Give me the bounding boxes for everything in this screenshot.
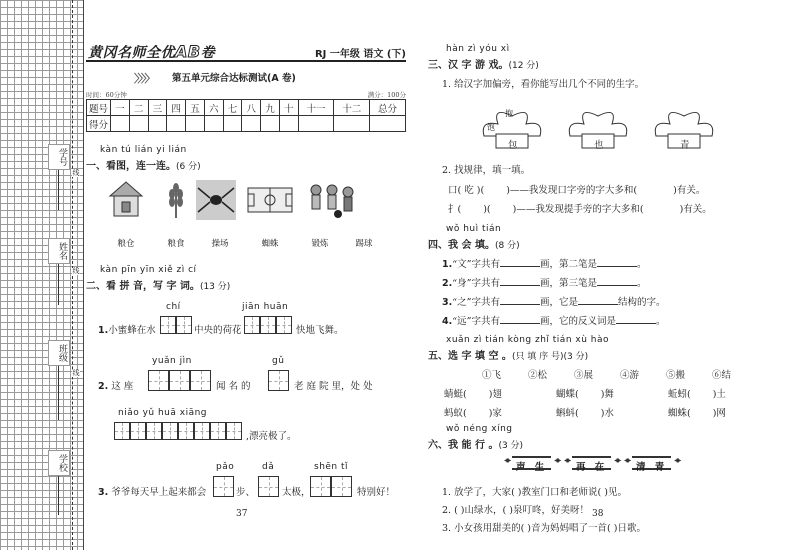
q3-text-3: 太极，: [282, 487, 311, 498]
sec3-q2: 2. 找规律，填一填。: [442, 165, 531, 176]
caption-exercise: 锻炼: [311, 239, 329, 249]
score-cell[interactable]: [261, 116, 280, 132]
caption-grain: 粮食: [167, 239, 185, 249]
q3-text-1: 3. 爷爷每天早上起来都会: [98, 487, 207, 498]
q3-pinyin-1: pǎo: [216, 462, 235, 472]
page-number-left: 37: [236, 509, 248, 519]
q2b-text: ,漂亮极了。: [246, 431, 297, 442]
q2-text-3: 老 庭 院 里，处 处: [294, 381, 373, 392]
writing-box[interactable]: [178, 422, 194, 440]
col-header: 三: [148, 100, 167, 116]
option: ④游: [620, 370, 640, 381]
score-table: [86, 99, 406, 132]
score-cell[interactable]: [186, 116, 205, 132]
homophone-tag: ◀▶ 再 在 ◀▶: [572, 456, 611, 470]
writing-box[interactable]: [226, 422, 242, 440]
col-header: 四: [167, 100, 186, 116]
line-tag: 线: [72, 369, 80, 377]
meta-row: [86, 90, 406, 99]
score-cell[interactable]: [334, 116, 370, 132]
option: ①飞: [482, 370, 502, 381]
sec4-pinyin: wǒ huì tián: [446, 224, 502, 234]
writing-box[interactable]: [310, 476, 331, 497]
test-title-row: [86, 66, 406, 88]
writing-box[interactable]: [276, 316, 292, 334]
caption-granary: 粮仓: [117, 239, 135, 249]
writing-box[interactable]: [194, 422, 210, 440]
writing-box[interactable]: [114, 422, 130, 440]
page-number-right: 38: [592, 509, 604, 519]
writing-box[interactable]: [190, 370, 211, 391]
caption-spider: 蜘蛛: [261, 239, 279, 249]
q1-text-3: 快地飞舞。: [296, 325, 344, 336]
score-cell[interactable]: [370, 116, 406, 132]
writing-box[interactable]: [146, 422, 162, 440]
q3-text-4: 特别好！: [357, 487, 396, 498]
fill-item: 3.“之”字共有 画，它是 结构的字。: [442, 297, 666, 308]
sentence-item: 2. ( )山绿水，( )泉叮咚，好美呀！: [442, 505, 589, 516]
writing-box[interactable]: [244, 316, 260, 334]
col-header: 八: [242, 100, 261, 116]
sec2-title: 二、看 拼 音，写 字 词。(13 分): [86, 281, 231, 292]
test-title: 第五单元综合达标测试(A 卷): [172, 73, 296, 84]
q1-text-1: 1.小蜜蜂在水: [98, 325, 156, 336]
sec3-q1: 1. 给汉字加偏旁，看你能写出几个不同的生字。: [442, 79, 645, 90]
score-cell[interactable]: [204, 116, 223, 132]
q2-pinyin-2: gǔ: [272, 356, 285, 366]
row-label: 得分: [87, 116, 111, 132]
q1-pinyin-1: chí: [166, 302, 181, 312]
homophone-tag: ◀▶ 声 生 ◀▶: [512, 456, 551, 470]
choice-item: 蜻蜓( )翅: [444, 389, 502, 400]
choice-item: 蝴蝶( )舞: [556, 389, 614, 400]
petal-char: 饱: [487, 123, 495, 132]
label-student-id: 学号: [48, 144, 70, 170]
option: ②松: [528, 370, 548, 381]
fill-item: 1.“文”字共有 画，第二笔是 。: [442, 259, 647, 270]
playground-picture[interactable]: [246, 180, 294, 220]
time-limit: 时间：60分钟: [86, 91, 127, 99]
grade-label: RJ 一年级 语文 (下): [314, 49, 406, 60]
col-header: 二: [129, 100, 148, 116]
sentence-item: 1. 放学了，大家( )教室门口和老师说( )见。: [442, 487, 627, 498]
pattern-row-b: 扌( )( )——我发现提手旁的字大多和( )有关。: [448, 204, 712, 215]
q2-text-1: 2. 这 座: [98, 381, 134, 392]
writing-box[interactable]: [258, 476, 279, 497]
granary-picture[interactable]: [106, 180, 146, 220]
option: ③展: [574, 370, 594, 381]
sec5-pinyin: xuǎn zì tián kòng zhǐ tián xù hào: [446, 335, 609, 345]
choice-item: 蝌蚪( )水: [556, 408, 614, 419]
col-header: 十一: [298, 100, 334, 116]
col-header: 一: [111, 100, 130, 116]
score-cell[interactable]: [242, 116, 261, 132]
exercise-picture[interactable]: [304, 180, 360, 220]
caption-kick-ball: 踢球: [355, 239, 373, 249]
col-header: 五: [186, 100, 205, 116]
sec6-title: 六、我 能 行 。(3 分): [428, 440, 524, 451]
q3-text-2: 步、: [236, 487, 256, 498]
sec1-pinyin: kàn tú lián yi lián: [100, 145, 187, 155]
homophone-tag: ◀▶ 清 青 ◀▶: [632, 456, 671, 470]
choice-item: 蚂蚁( )家: [444, 408, 502, 419]
choice-item: 蜘蛛( )网: [668, 408, 726, 419]
petal-char: 抱: [505, 109, 513, 118]
fill-item: 2.“身”字共有 画，第三笔是 。: [442, 278, 647, 289]
flower-center: 也: [594, 140, 604, 151]
score-value-row: [87, 116, 406, 132]
q2b-pinyin: niǎo yǔ huā xiāng: [118, 408, 208, 418]
writing-box[interactable]: [130, 422, 146, 440]
line-tag: 线: [72, 169, 80, 177]
q3-pinyin-2: dǎ: [262, 462, 275, 472]
full-score: 满分：100分: [367, 91, 406, 99]
label-school: 学校: [48, 450, 70, 476]
choice-item: 蚯蚓( )土: [668, 389, 726, 400]
brand-bar: [86, 42, 406, 62]
sec5-title: 五、选 字 填 空 。(只 填 序 号)(3 分): [428, 351, 589, 362]
writing-box[interactable]: [176, 316, 192, 334]
label-class: 班级: [48, 340, 70, 366]
score-cell[interactable]: [148, 116, 167, 132]
writing-box[interactable]: [268, 370, 289, 391]
label-name: 姓名: [48, 238, 70, 264]
binding-strip: [0, 0, 84, 550]
score-cell[interactable]: [167, 116, 186, 132]
q1-text-2: 中央的荷花: [194, 325, 242, 336]
writing-box[interactable]: [260, 316, 276, 334]
fill-item: 4.“远”字共有 画，它的反义词是 。: [442, 316, 666, 327]
q3-pinyin-3: shēn tǐ: [314, 462, 349, 472]
q2-pinyin-1: yuǎn jìn: [152, 356, 192, 366]
option: ⑥结: [712, 370, 732, 381]
q1-pinyin-2: jiān huān: [242, 302, 289, 312]
spider-picture[interactable]: [196, 180, 236, 220]
sec6-pinyin: wǒ néng xíng: [446, 424, 513, 434]
score-cell[interactable]: [129, 116, 148, 132]
row-label: 题号: [87, 100, 111, 116]
score-header-row: [87, 100, 406, 116]
grain-picture[interactable]: [156, 180, 196, 220]
line-tag: 线: [72, 267, 80, 275]
sentence-item: 3. 小女孩用甜美的( )音为妈妈唱了一首( )日歌。: [442, 523, 646, 534]
writing-box[interactable]: [162, 422, 178, 440]
flower-center: 青: [680, 140, 690, 151]
writing-box[interactable]: [213, 476, 234, 497]
arrows-decoration: 〉〉〉〉: [134, 72, 154, 85]
col-header: 十: [279, 100, 298, 116]
sec3-pinyin: hàn zì yóu xì: [446, 44, 510, 54]
caption-playground: 操场: [211, 239, 229, 249]
col-header: 总分: [370, 100, 406, 116]
sec4-title: 四、我 会 填。(8 分): [428, 240, 520, 251]
sec3-title: 三、汉 字 游 戏。(12 分): [428, 60, 539, 71]
writing-box[interactable]: [148, 370, 169, 391]
col-header: 九: [261, 100, 280, 116]
brand-title: 黄冈名师全优AB卷: [88, 42, 216, 61]
cut-line: [72, 0, 73, 550]
score-cell[interactable]: [298, 116, 334, 132]
pattern-row-a: 口( 吃 )( )——我发现口字旁的字大多和( )有关。: [448, 185, 706, 196]
col-header: 六: [204, 100, 223, 116]
writing-box[interactable]: [169, 370, 190, 391]
flower-center: 包: [508, 140, 518, 151]
score-cell[interactable]: [223, 116, 242, 132]
option: ⑤搬: [666, 370, 686, 381]
score-cell[interactable]: [279, 116, 298, 132]
col-header: 七: [223, 100, 242, 116]
writing-box[interactable]: [331, 476, 352, 497]
sec1-title: 一、看图，连一连。(6 分): [86, 161, 201, 172]
q2-text-2: 闻 名 的: [216, 381, 251, 392]
sec2-pinyin: kàn pīn yīn xiě zì cí: [100, 265, 197, 275]
score-cell[interactable]: [111, 116, 130, 132]
col-header: 十二: [334, 100, 370, 116]
writing-box[interactable]: [160, 316, 176, 334]
writing-box[interactable]: [210, 422, 226, 440]
